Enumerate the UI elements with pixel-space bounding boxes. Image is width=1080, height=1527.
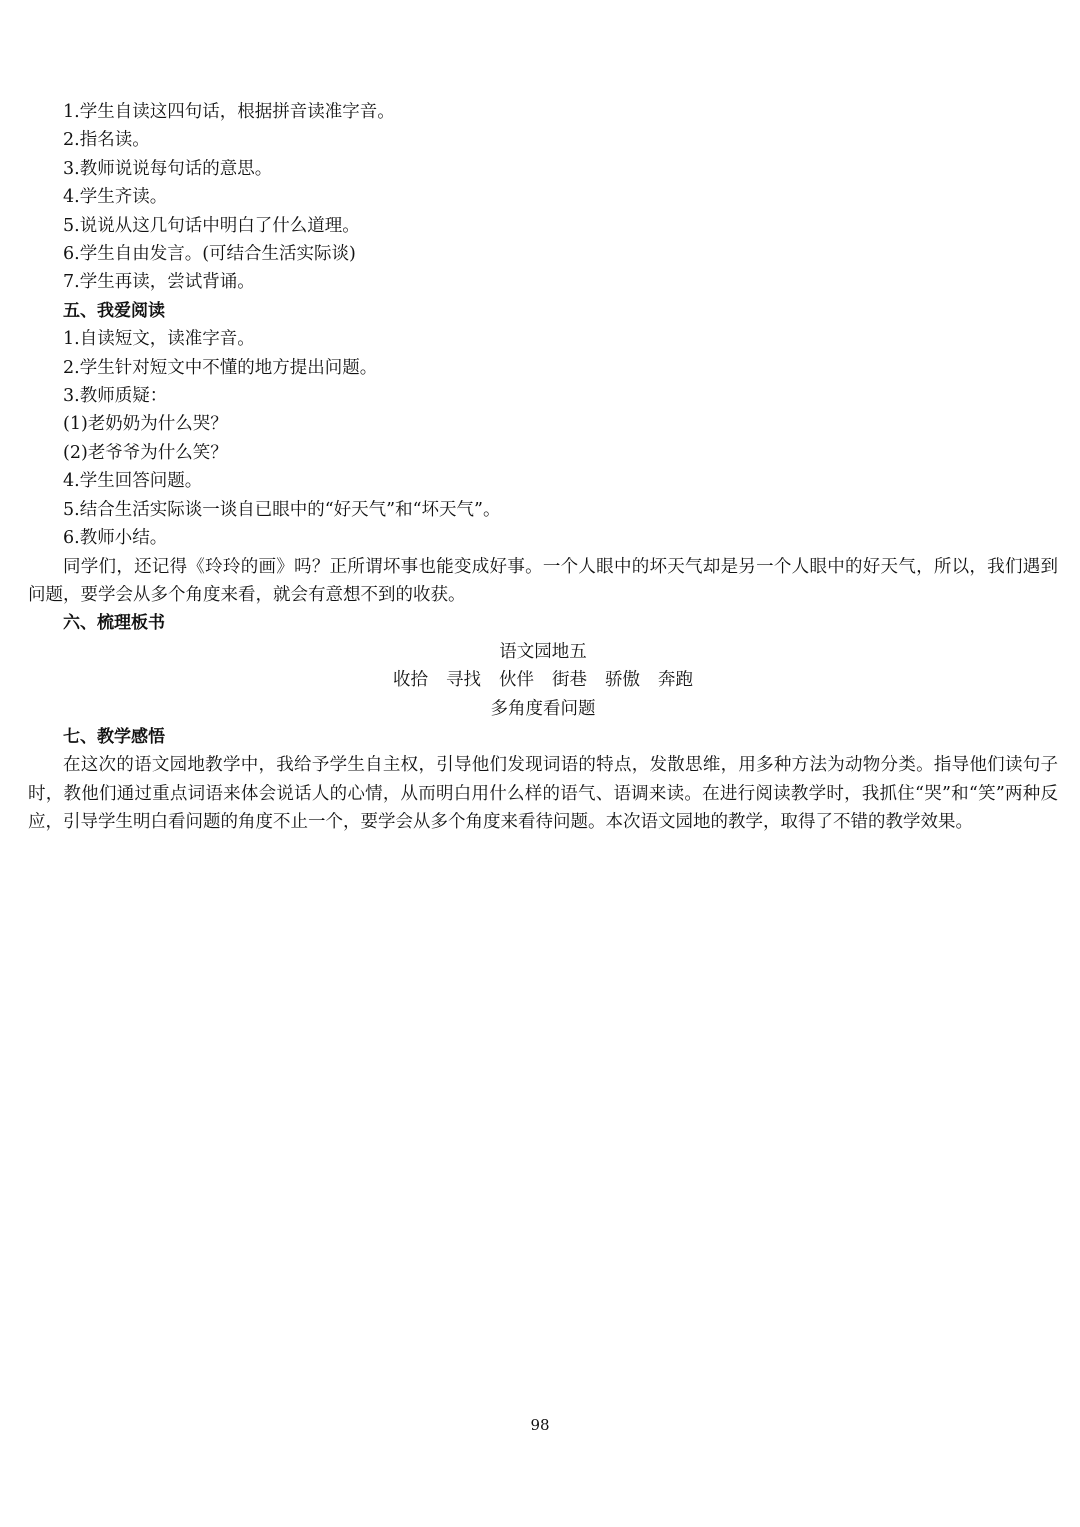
step-line: 4.学生回答问题。 bbox=[63, 471, 203, 492]
step-line: 1.自读短文，读准字音。 bbox=[63, 329, 255, 350]
step-line: 2.学生针对短文中不懂的地方提出问题。 bbox=[63, 357, 378, 378]
board-words bbox=[28, 666, 1058, 694]
board-word: 寻找 bbox=[446, 670, 481, 691]
board-summary: 多角度看问题 bbox=[490, 698, 596, 719]
section-heading-reading: 五、我爱阅读 bbox=[63, 300, 165, 321]
step-line: 2.指名读。 bbox=[63, 130, 150, 151]
step-line: 1.学生自读这四句话，根据拼音读准字音。 bbox=[63, 102, 395, 122]
step-line: 6.学生自由发言。(可结合生活实际谈) bbox=[63, 244, 356, 265]
section-heading-board: 六、梳理板书 bbox=[63, 613, 165, 634]
step-line: (2)老爷爷为什么笑？ bbox=[63, 442, 228, 463]
step-line: 4.学生齐读。 bbox=[63, 187, 168, 208]
page-content bbox=[28, 98, 1058, 837]
board-word: 收拾 bbox=[393, 670, 428, 691]
step-line: 3.教师说说每句话的意思。 bbox=[63, 158, 273, 179]
page-number: 98 bbox=[530, 1416, 550, 1434]
board-word: 街巷 bbox=[552, 670, 587, 691]
step-line: 3.教师质疑： bbox=[63, 386, 168, 407]
reflection-paragraph: 在这次的语文园地教学中，我给予学生自主权，引导他们发现词语的特点，发散思维，用多种方法为动物分类。指导他们读句子时，教他们通过重点词语来体会说话人的心情，从而明白用什么样的语气、语调来读。在进行阅读教学时，我抓住“哭”和“笑”两种反应，引导学生明白看问题的角度不止一个，要学会从多个角度来看待问题。本次语文园地的教学，取得了不错的教学效果。 bbox=[28, 755, 1058, 833]
blackboard-outline bbox=[28, 638, 1058, 723]
step-line: 6.教师小结。 bbox=[63, 528, 168, 549]
step-line: (1)老奶奶为什么哭？ bbox=[63, 414, 228, 435]
board-title: 语文园地五 bbox=[499, 641, 587, 662]
board-word: 奔跑 bbox=[658, 670, 693, 691]
step-line: 5.结合生活实际谈一谈自已眼中的“好天气”和“坏天气”。 bbox=[63, 499, 501, 520]
board-word: 骄傲 bbox=[605, 670, 640, 691]
board-word: 伙伴 bbox=[499, 670, 534, 691]
step-line: 7.学生再读，尝试背诵。 bbox=[63, 272, 255, 293]
section-heading-reflection: 七、教学感悟 bbox=[63, 726, 165, 747]
summary-paragraph: 同学们，还记得《玲玲的画》吗？正所谓坏事也能变成好事。一个人眼中的坏天气却是另一个人眼中的好天气，所以，我们遇到问题，要学会从多个角度来看，就会有意想不到的收获。 bbox=[28, 556, 1058, 605]
step-line: 5.说说从这几句话中明白了什么道理。 bbox=[63, 215, 360, 236]
